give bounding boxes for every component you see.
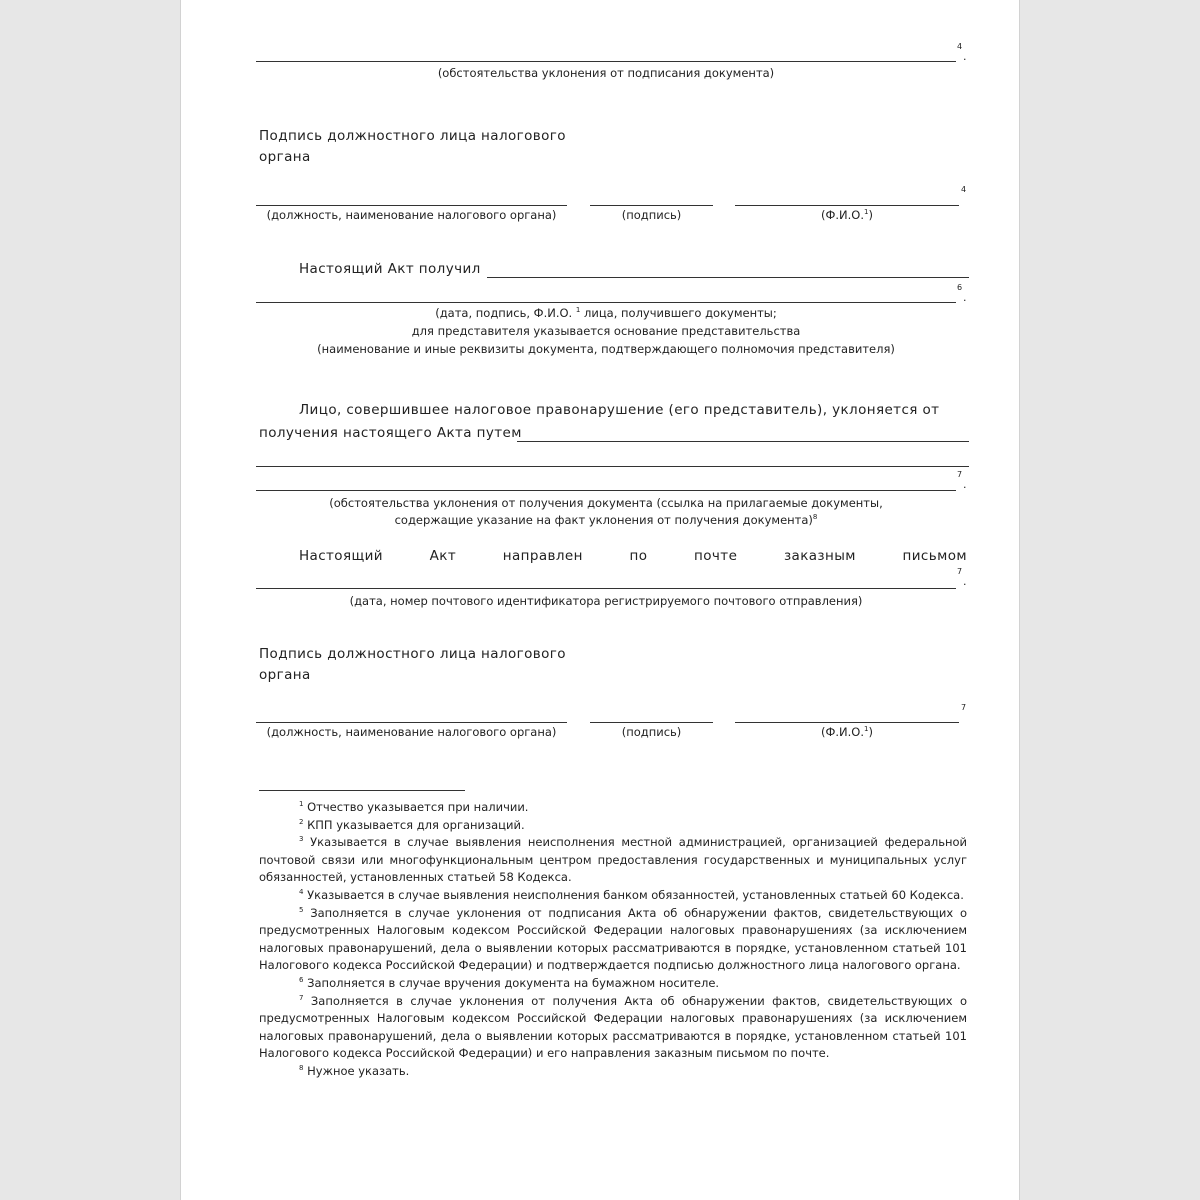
fio-line <box>735 205 959 206</box>
period: . <box>963 50 967 63</box>
footnote <box>259 993 967 1063</box>
period: . <box>963 291 967 304</box>
position-line <box>256 205 567 206</box>
signature-caption: (подпись) <box>621 208 682 222</box>
position-caption: (должность, наименование налогового органа) <box>266 725 557 739</box>
mail-paragraph <box>299 548 967 564</box>
fill-line <box>256 61 956 62</box>
fill-line <box>256 490 956 491</box>
fio-caption: (Ф.И.О.$^1$) <box>821 208 873 222</box>
footnote-mark: 7 <box>957 470 963 479</box>
mail-word: направлен <box>502 548 583 564</box>
signature-line <box>590 722 713 723</box>
fill-line <box>256 588 956 589</box>
footnote-text: Указывается в случае выявления неисполнения банком обязанностей, установленных статьей 60 Кодекса. <box>307 887 964 902</box>
footnote-mark: 4 <box>961 185 967 194</box>
footnote <box>259 799 967 817</box>
evasion-caption: содержащие указание на факт уклонения от получения документа)$^8$ <box>394 513 818 527</box>
period: . <box>963 575 967 588</box>
footnote-number: 2 <box>299 817 304 826</box>
fio-caption: (Ф.И.О.$^1$) <box>821 725 873 739</box>
footnote-mark: 4 <box>957 42 963 51</box>
position-line <box>256 722 567 723</box>
footnote <box>259 905 967 975</box>
footnote-number: 8 <box>299 1064 304 1073</box>
mail-word: Настоящий <box>299 548 383 564</box>
signature-heading: Подпись должностного лица налогового <box>259 646 566 662</box>
mail-word: письмом <box>902 548 967 564</box>
footnote-mark: 7 <box>961 703 967 712</box>
footnote <box>259 887 967 905</box>
signature-heading: органа <box>259 667 311 683</box>
caption: (обстоятельства уклонения от подписания документа) <box>437 66 775 80</box>
footnote-text: Нужное указать. <box>307 1063 410 1078</box>
footnote-text: Заполняется в случае уклонения от получения Акта об обнаружении фактов, свидетельствующих о предусмотренных Налоговым кодексом Российской Федерации налоговых правонарушениях (за исключением налоговых правонарушений, дела о выявлении которых рассматриваются в порядке, установленном статьей 101 Налогового кодекса Российской Федерации) и его направления заказным письмом по почте. <box>259 993 967 1061</box>
footnote-number: 6 <box>299 976 304 985</box>
footnote-number: 5 <box>299 905 304 914</box>
mail-word: заказным <box>783 548 856 564</box>
position-caption: (должность, наименование налогового органа) <box>266 208 557 222</box>
signature-caption: (подпись) <box>621 725 682 739</box>
signature-line <box>590 205 713 206</box>
footnote-number: 3 <box>299 835 304 844</box>
footnote-separator <box>259 790 465 791</box>
signature-heading: органа <box>259 149 311 165</box>
footnote-text: КПП указывается для организаций. <box>307 817 525 832</box>
footnote-text: Указывается в случае выявления неисполнения местной администрацией, организацией федеральной почтовой связи или многофункциональным центром предоставления государственных и муниципальных услуг обязанностей, установленных статьей 58 Кодекса. <box>259 835 968 885</box>
footnote-mark: 6 <box>957 283 963 292</box>
received-caption: (дата, подпись, Ф.И.О. $^1$ лица, получившего документы; <box>435 306 777 320</box>
fill-line <box>517 441 969 442</box>
footnote-number: 7 <box>299 993 304 1002</box>
fill-line <box>487 277 969 278</box>
period: . <box>963 478 967 491</box>
mail-caption: (дата, номер почтового идентификатора регистрируемого почтового отправления) <box>349 594 863 608</box>
footnote-text: Заполняется в случае вручения документа на бумажном носителе. <box>307 975 720 990</box>
footnote-text: Заполняется в случае уклонения от подписания Акта об обнаружении фактов, свидетельствующих о предусмотренных Налоговым кодексом Российской Федерации налоговых правонарушениях (за исключением налоговых правонарушений, дела о выявлении которых рассматриваются в порядке, установленном статьей 101 Налогового кодекса Российской Федерации) и подтверждается подписью должностного лица налогового органа. <box>259 905 967 973</box>
document-page <box>180 0 1020 1200</box>
mail-word: почте <box>694 548 738 564</box>
footnotes <box>259 799 967 1081</box>
fio-line <box>735 722 959 723</box>
mail-word: Акт <box>429 548 457 564</box>
footnote-number: 4 <box>299 888 304 897</box>
footnote <box>259 817 967 835</box>
evasion-paragraph: получения настоящего Акта путем <box>259 425 522 441</box>
evasion-paragraph: Лицо, совершившее налоговое правонарушение (его представитель), уклоняется от <box>299 402 940 418</box>
mail-word: по <box>629 548 648 564</box>
fill-line <box>256 466 969 467</box>
received-caption: (наименование и иные реквизиты документа, подтверждающего полномочия представителя) <box>317 342 895 356</box>
footnote <box>259 975 967 993</box>
footnote <box>259 1063 967 1081</box>
received-caption: для представителя указывается основание представительства <box>411 324 801 338</box>
fill-line <box>256 302 956 303</box>
footnote-text: Отчество указывается при наличии. <box>307 800 529 814</box>
evasion-caption: (обстоятельства уклонения от получения документа (ссылка на прилагаемые документы, <box>329 496 883 510</box>
footnote-number: 1 <box>299 800 304 809</box>
footnote-mark: 7 <box>957 567 963 576</box>
footnote <box>259 834 967 887</box>
signature-heading: Подпись должностного лица налогового <box>259 128 566 144</box>
received-label: Настоящий Акт получил <box>299 261 481 277</box>
